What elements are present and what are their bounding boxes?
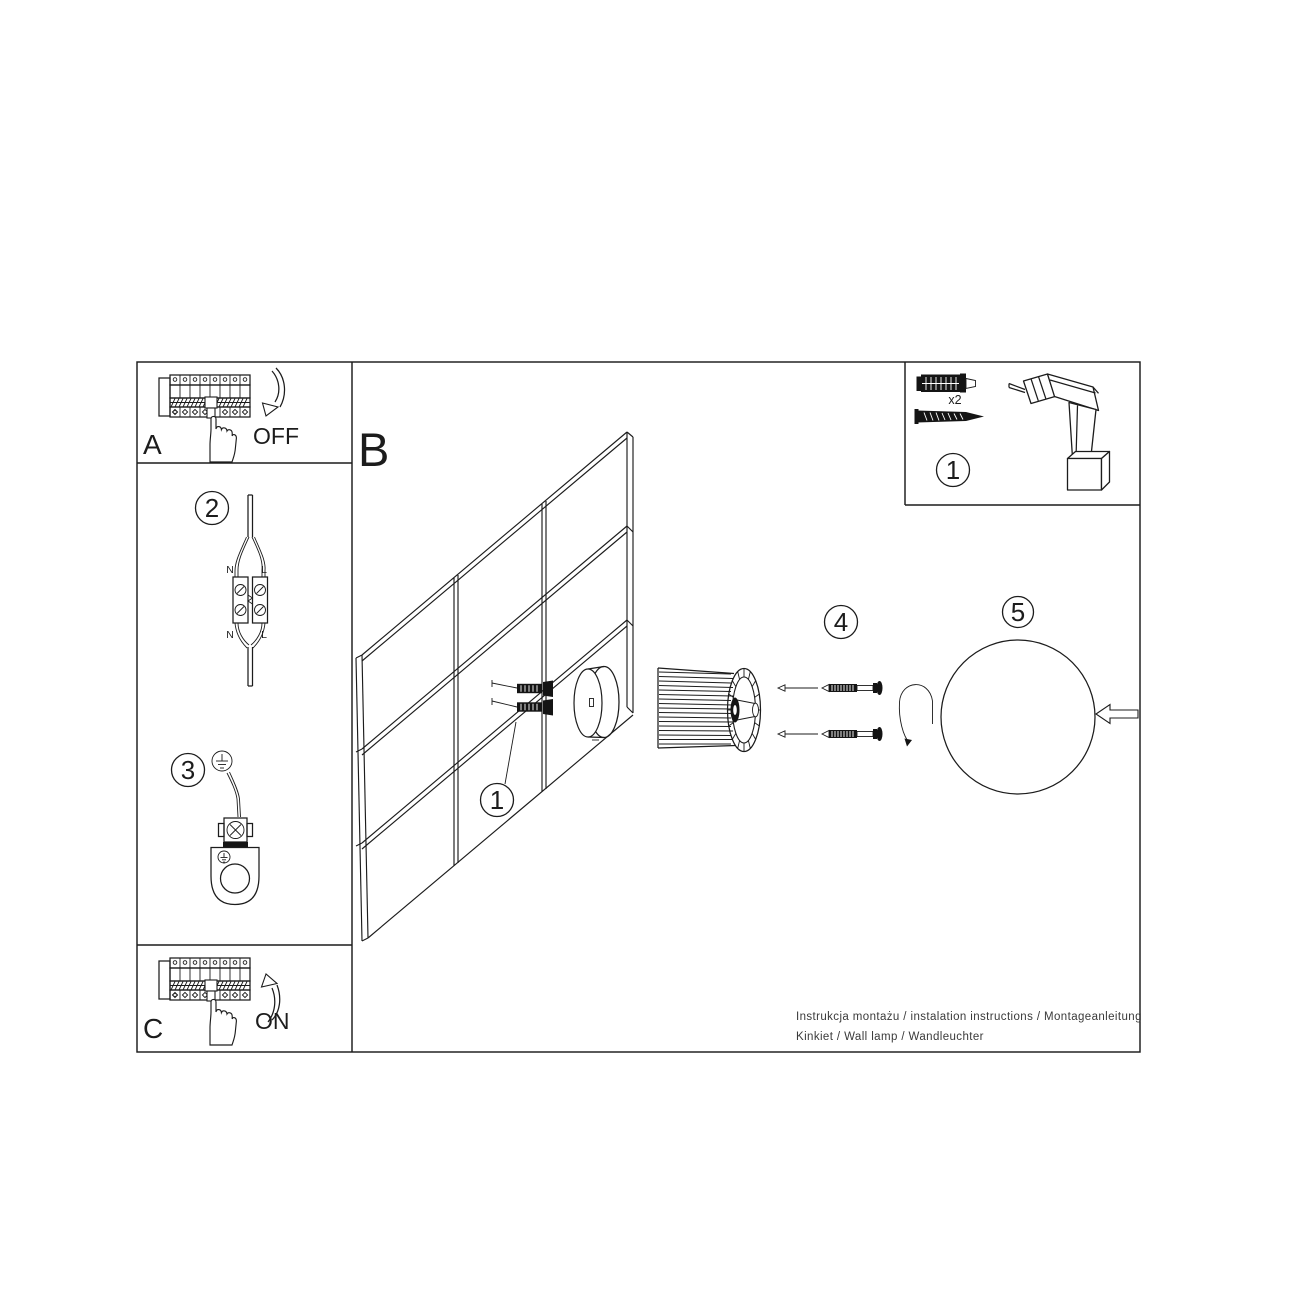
step-4-number: 4 xyxy=(833,607,849,637)
curved-arrow-down-icon xyxy=(263,368,285,416)
step-5-number: 5 xyxy=(1010,597,1026,627)
rotate-hint-icon xyxy=(899,685,932,747)
step-4-screws xyxy=(778,606,883,742)
footer-line-1: Instrukcja montażu / instalation instructions / Montageanleitung xyxy=(796,1011,1142,1023)
anchor-plug-icon xyxy=(917,374,976,393)
section-b-label: B xyxy=(358,423,390,476)
mounting-screw-icon xyxy=(915,409,985,424)
step-2-wiring xyxy=(196,492,268,687)
canopy-plate xyxy=(574,667,619,741)
label-neutral-top: N xyxy=(226,564,234,576)
panel-c-state: ON xyxy=(255,1008,290,1034)
panel-tools xyxy=(915,374,1110,491)
label-live-bottom: L xyxy=(261,629,267,641)
anchor-count-label: x2 xyxy=(948,393,962,407)
cable-bottom xyxy=(248,647,253,686)
insert-arrow-icon xyxy=(1096,705,1138,724)
step-1-number: 1 xyxy=(489,785,505,815)
glass-globe xyxy=(941,640,1095,794)
lamp-bracket-icon xyxy=(211,848,259,905)
panel-a-label: A xyxy=(143,429,162,460)
cable-top xyxy=(248,495,253,537)
panel-power-off xyxy=(143,368,299,462)
tools-step-number: 1 xyxy=(945,455,961,485)
footer-line-2: Kinkiet / Wall lamp / Wandleuchter xyxy=(796,1031,984,1043)
step-3-grounding xyxy=(172,751,260,905)
label-live-top: L xyxy=(261,564,267,576)
lamp-body xyxy=(658,668,761,752)
label-neutral-bottom: N xyxy=(226,629,234,641)
step-2-number: 2 xyxy=(204,493,220,523)
ground-wire xyxy=(227,772,241,817)
ground-symbol-icon xyxy=(212,751,232,771)
panel-a-state: OFF xyxy=(253,423,299,449)
terminal-block-icon xyxy=(233,577,268,623)
step-3-number: 3 xyxy=(180,755,196,785)
lamp-ribs xyxy=(659,672,733,744)
step-1-callout xyxy=(481,722,517,817)
frame xyxy=(137,362,1140,1052)
ground-terminal-icon xyxy=(219,818,253,848)
panel-power-on xyxy=(143,958,290,1045)
step-5-globe xyxy=(899,597,1138,795)
drill-icon xyxy=(1009,374,1110,490)
panel-c-label: C xyxy=(143,1013,164,1044)
footer xyxy=(796,1011,1142,1043)
anchors-in-wall xyxy=(492,680,553,716)
